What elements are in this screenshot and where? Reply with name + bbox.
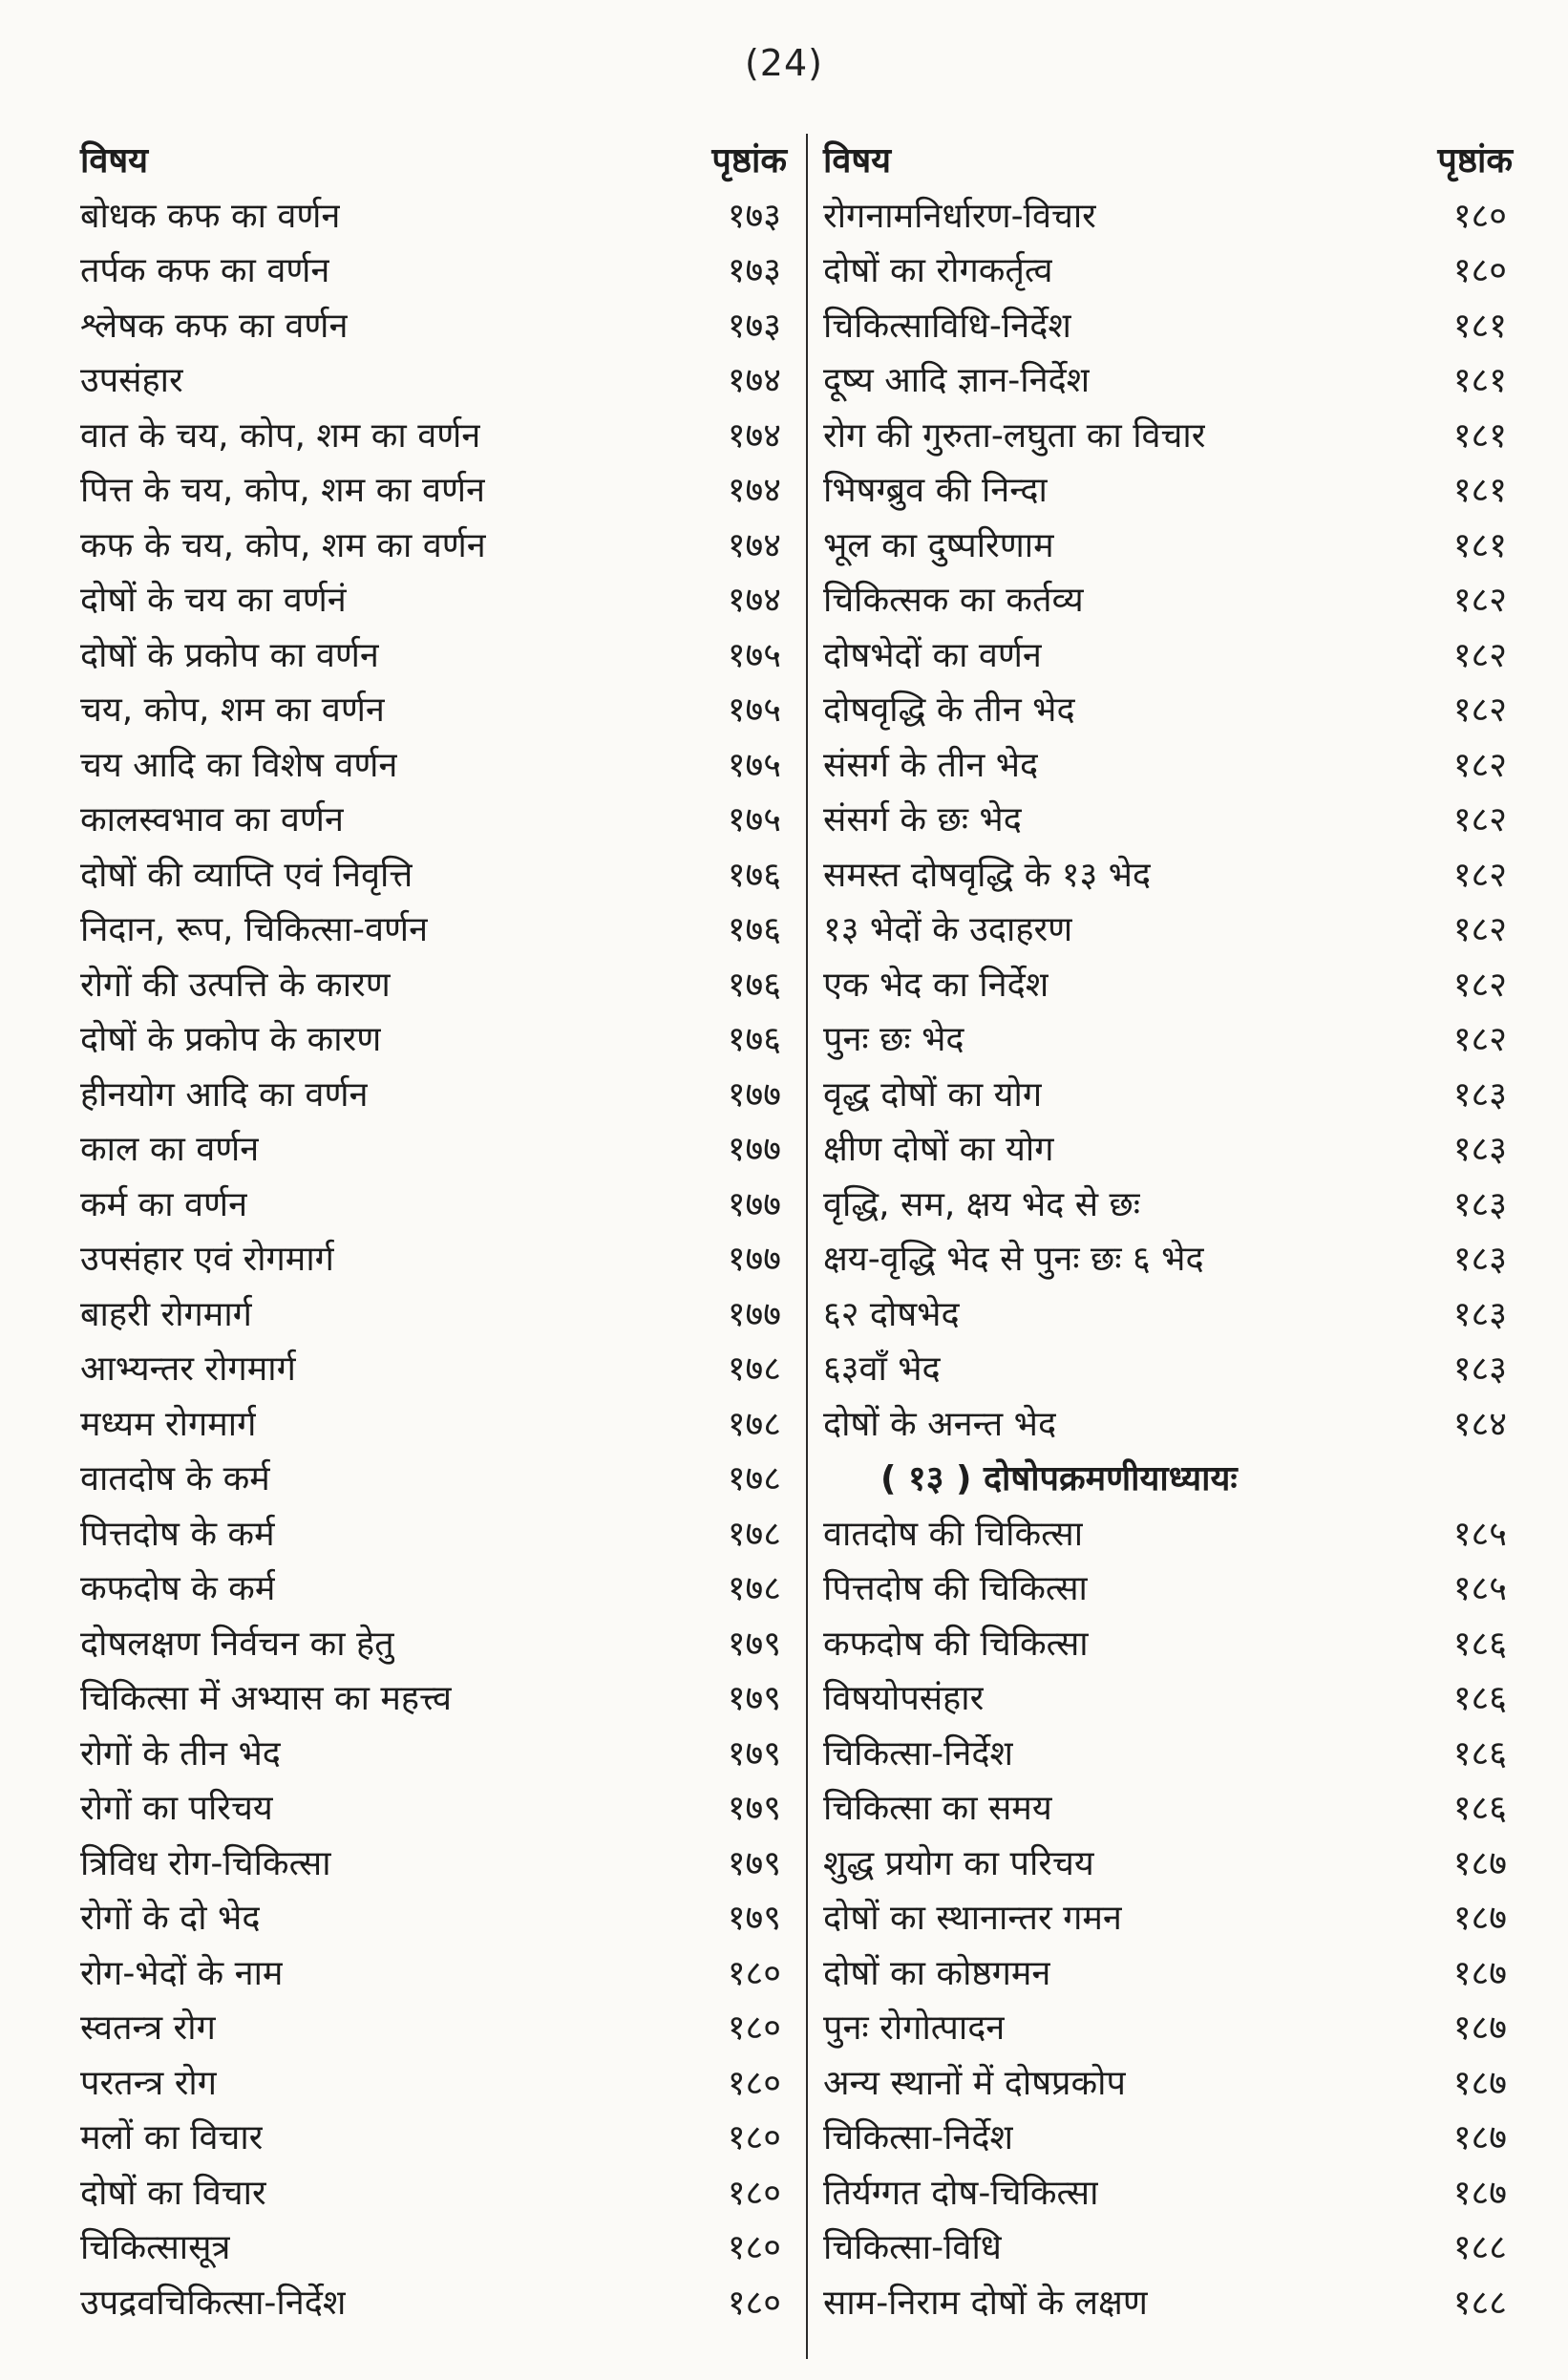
left-column: [80, 134, 787, 2330]
entry-page: १७६: [727, 1020, 781, 1059]
index-entry: [80, 189, 787, 244]
entry-page: १७७: [727, 1184, 781, 1224]
entry-topic: कफ के चय, कोप, शम का वर्णन: [80, 525, 486, 565]
index-entry: [823, 903, 1513, 958]
entry-topic: चय, कोप, शम का वर्णन: [80, 691, 385, 730]
entry-topic: बोधक कफ का वर्णन: [80, 196, 341, 236]
entry-page: १८३: [1452, 1184, 1507, 1224]
index-entry: [80, 1946, 787, 2002]
chapter-title: ( १३ ) दोषोपक्रमणीयाध्यायः: [880, 1459, 1238, 1498]
index-entry: [80, 1178, 787, 1233]
index-entry: [80, 1562, 787, 1617]
entry-topic: पित्तदोष की चिकित्सा: [823, 1569, 1088, 1608]
index-entry: [823, 2276, 1513, 2331]
entry-topic: बाहरी रोगमार्ग: [80, 1294, 252, 1334]
entry-topic: दोषों के प्रकोप के कारण: [80, 1020, 382, 1059]
page-number: (24): [744, 42, 823, 84]
entry-topic: रोग-भेदों के नाम: [80, 1953, 284, 1993]
index-entry: [823, 1122, 1513, 1178]
entry-topic: चिकित्सा में अभ्यास का महत्त्व: [80, 1679, 452, 1718]
index-entry: [80, 1727, 787, 1782]
entry-page: १८६: [1452, 1733, 1507, 1774]
entry-topic: उपद्रवचिकित्सा-निर्देश: [80, 2283, 347, 2323]
topic-header: विषय: [80, 141, 149, 181]
index-entry: [823, 1068, 1513, 1123]
entry-page: १७७: [727, 1074, 781, 1115]
entry-topic: क्षीण दोषों का योग: [823, 1130, 1054, 1169]
chapter-heading: [823, 1452, 1513, 1507]
entry-topic: ६२ दोषभेद: [823, 1294, 960, 1334]
entry-topic: पुनः छः भेद: [823, 1020, 964, 1059]
index-entry: [823, 958, 1513, 1013]
entry-page: १८३: [1452, 1074, 1507, 1115]
entry-topic: कफदोष की चिकित्सा: [823, 1624, 1089, 1664]
index-entry: [80, 299, 787, 354]
index-entry: [823, 848, 1513, 903]
entry-topic: कफदोष के कर्म: [80, 1569, 276, 1608]
entry-topic: निदान, रूप, चिकित्सा-वर्णन: [80, 910, 429, 949]
right-column-header: [823, 134, 1513, 189]
entry-topic: चिकित्सा-निर्देश: [823, 2118, 1014, 2157]
index-entry: [823, 244, 1513, 299]
entry-topic: उपसंहार एवं रोगमार्ग: [80, 1240, 334, 1279]
index-entry: [823, 519, 1513, 574]
entry-page: १७८: [727, 1349, 781, 1389]
entry-topic: त्रिविध रोग-चिकित्सा: [80, 1843, 331, 1883]
index-entry: [80, 1287, 787, 1343]
entry-topic: दोषों का विचार: [80, 2173, 266, 2213]
index-entry: [80, 409, 787, 464]
entry-page: १८०: [727, 2283, 781, 2323]
entry-page: १८०: [727, 2173, 781, 2213]
index-entry: [823, 1671, 1513, 1727]
entry-page: १८१: [1452, 306, 1507, 346]
entry-topic: चिकित्सा-विधि: [823, 2228, 1002, 2267]
entry-page: १८५: [1452, 1514, 1507, 1554]
entry-topic: वातदोष के कर्म: [80, 1459, 270, 1498]
entry-page: १७५: [727, 800, 781, 839]
index-entry: [823, 573, 1513, 628]
entry-page: १७६: [727, 855, 781, 895]
entry-topic: अन्य स्थानों में दोषप्रकोप: [823, 2063, 1126, 2103]
entry-page: १७८: [727, 1459, 781, 1498]
entry-topic: दूष्य आदि ज्ञान-निर्देश: [823, 361, 1091, 400]
entry-topic: आभ्यन्तर रोगमार्ग: [80, 1349, 296, 1389]
left-column-header: [80, 134, 787, 189]
index-entry: [80, 1781, 787, 1837]
index-entry: [80, 958, 787, 1013]
entry-topic: चिकित्सक का कर्तव्य: [823, 581, 1084, 620]
entry-page: १८०: [727, 2228, 781, 2267]
entry-topic: चिकित्साविधि-निर्देश: [823, 306, 1071, 346]
entry-page: १७५: [727, 635, 781, 675]
entry-topic: एक भेद का निर्देश: [823, 965, 1049, 1005]
entry-topic: तर्पक कफ का वर्णन: [80, 251, 330, 290]
index-entry: [80, 463, 787, 519]
entry-topic: वृद्धि, सम, क्षय भेद से छः: [823, 1184, 1141, 1224]
index-entry: [823, 299, 1513, 354]
index-entry: [80, 1342, 787, 1397]
entry-page: १७६: [727, 965, 781, 1005]
index-entry: [80, 1452, 787, 1507]
index-entry: [80, 353, 787, 409]
entry-topic: दोषों के अनन्त भेद: [823, 1404, 1057, 1444]
entry-topic: रोगों के दो भेद: [80, 1899, 261, 1938]
entry-topic: वातदोष की चिकित्सा: [823, 1514, 1084, 1554]
index-entry: [823, 793, 1513, 848]
entry-page: १८२: [1452, 691, 1507, 730]
entry-page: १७७: [727, 1130, 781, 1169]
entry-topic: काल का वर्णन: [80, 1130, 260, 1169]
entry-page: १८७: [1452, 2118, 1507, 2157]
index-entry: [80, 2111, 787, 2166]
index-entry: [823, 1397, 1513, 1453]
index-entry: [823, 409, 1513, 464]
entry-topic: परतन्त्र रोग: [80, 2063, 218, 2103]
index-entry: [80, 2166, 787, 2221]
entry-topic: चिकित्सासूत्र: [80, 2228, 231, 2267]
index-entry: [80, 848, 787, 903]
entry-topic: रोगों के तीन भेद: [80, 1733, 281, 1774]
right-entries: [823, 189, 1513, 2331]
entry-topic: स्वतन्त्र रोग: [80, 2008, 216, 2048]
entry-topic: दोषलक्षण निर्वचन का हेतु: [80, 1624, 394, 1664]
entry-page: १७३: [727, 251, 781, 290]
entry-topic: चिकित्सा-निर्देश: [823, 1733, 1014, 1774]
index-entry: [80, 244, 787, 299]
entry-page: १८२: [1452, 745, 1507, 785]
index-entry: [823, 628, 1513, 684]
entry-topic: संसर्ग के तीन भेद: [823, 745, 1039, 785]
entry-topic: दोषभेदों का वर्णन: [823, 635, 1042, 675]
entry-page: १७४: [727, 581, 781, 620]
entry-page: १७३: [727, 306, 781, 346]
entry-topic: चिकित्सा का समय: [823, 1789, 1052, 1828]
entry-page: १७४: [727, 471, 781, 510]
entry-page: १८७: [1452, 2173, 1507, 2213]
entry-page: १८७: [1452, 1843, 1507, 1883]
entry-page: १८०: [727, 2008, 781, 2048]
entry-page: १८६: [1452, 1789, 1507, 1828]
index-entry: [823, 1727, 1513, 1782]
index-entry: [80, 2276, 787, 2331]
entry-topic: भूल का दुष्परिणाम: [823, 525, 1054, 565]
index-entry: [80, 2056, 787, 2112]
index-entry: [80, 1507, 787, 1562]
entry-page: १७८: [727, 1514, 781, 1554]
entry-topic: संसर्ग के छः भेद: [823, 800, 1022, 839]
entry-page: १८८: [1452, 2283, 1507, 2323]
entry-page: १८०: [1452, 251, 1507, 290]
index-entry: [80, 683, 787, 738]
entry-topic: उपसंहार: [80, 361, 183, 400]
entry-page: १८३: [1452, 1130, 1507, 1169]
entry-topic: भिषग्ब्रुव की निन्दा: [823, 471, 1048, 510]
index-entry: [823, 2166, 1513, 2221]
entry-page: १८७: [1452, 2008, 1507, 2048]
index-entry: [80, 573, 787, 628]
entry-topic: हीनयोग आदि का वर्णन: [80, 1074, 369, 1115]
entry-page: १७६: [727, 910, 781, 949]
index-entry: [823, 2001, 1513, 2056]
entry-page: १८२: [1452, 1020, 1507, 1059]
index-entry: [823, 1342, 1513, 1397]
entry-page: १८३: [1452, 1240, 1507, 1279]
entry-page: १८३: [1452, 1349, 1507, 1389]
entry-page: १७९: [727, 1843, 781, 1883]
index-entry: [823, 1287, 1513, 1343]
entry-page: १७९: [727, 1789, 781, 1828]
entry-topic: रोगनामनिर्धारण-विचार: [823, 196, 1096, 236]
index-entry: [80, 1891, 787, 1946]
entry-topic: रोगों का परिचय: [80, 1789, 273, 1828]
entry-page: १८२: [1452, 581, 1507, 620]
index-entry: [80, 519, 787, 574]
index-entry: [80, 2221, 787, 2276]
column-divider: [806, 134, 808, 2359]
index-entry: [80, 1122, 787, 1178]
entry-topic: दोषों का स्थानान्तर गमन: [823, 1899, 1122, 1938]
index-entry: [80, 1837, 787, 1892]
index-entry: [80, 1232, 787, 1287]
index-entry: [823, 1891, 1513, 1946]
index-entry: [823, 353, 1513, 409]
entry-page: १८७: [1452, 2063, 1507, 2103]
index-entry: [80, 2001, 787, 2056]
entry-page: १८२: [1452, 965, 1507, 1005]
index-entry: [80, 628, 787, 684]
entry-page: १८६: [1452, 1624, 1507, 1664]
entry-page: १७८: [727, 1569, 781, 1608]
index-entry: [80, 793, 787, 848]
entry-page: १७९: [727, 1899, 781, 1938]
entry-topic: शुद्ध प्रयोग का परिचय: [823, 1843, 1094, 1883]
entry-topic: वात के चय, कोप, शम का वर्णन: [80, 415, 481, 456]
entry-page: १७४: [727, 525, 781, 565]
index-entry: [823, 1178, 1513, 1233]
right-column: [823, 134, 1513, 2330]
entry-topic: साम-निराम दोषों के लक्षण: [823, 2283, 1148, 2323]
entry-page: १८५: [1452, 1569, 1507, 1608]
index-entry: [823, 1012, 1513, 1068]
entry-page: १७४: [727, 361, 781, 400]
index-entry: [823, 683, 1513, 738]
index-entry: [823, 738, 1513, 794]
entry-topic: ६३वाँ भेद: [823, 1349, 941, 1389]
entry-page: १८६: [1452, 1679, 1507, 1718]
entry-topic: विषयोपसंहार: [823, 1679, 985, 1718]
entry-topic: पित्त के चय, कोप, शम का वर्णन: [80, 471, 486, 510]
index-entry: [823, 1507, 1513, 1562]
entry-page: १८१: [1452, 471, 1507, 510]
index-entry: [80, 738, 787, 794]
entry-topic: दोषों का रोगकर्तृत्व: [823, 251, 1053, 290]
entry-topic: दोषों की व्याप्ति एवं निवृत्ति: [80, 855, 413, 895]
topic-header: विषय: [823, 141, 892, 181]
index-entry: [80, 1068, 787, 1123]
index-entry: [823, 1837, 1513, 1892]
entry-page: १७७: [727, 1240, 781, 1279]
entry-page: १८४: [1452, 1404, 1507, 1444]
entry-topic: मलों का विचार: [80, 2118, 264, 2157]
page-header: पृष्ठांक: [1437, 141, 1513, 181]
entry-page: १८७: [1452, 1899, 1507, 1938]
entry-topic: समस्त दोषवृद्धि के १३ भेद: [823, 855, 1152, 895]
entry-page: १८२: [1452, 855, 1507, 895]
entry-topic: चय आदि का विशेष वर्णन: [80, 745, 398, 785]
entry-page: १८०: [727, 2118, 781, 2157]
entry-topic: कालस्वभाव का वर्णन: [80, 800, 344, 839]
entry-topic: मध्यम रोगमार्ग: [80, 1404, 257, 1444]
index-entry: [823, 2111, 1513, 2166]
entry-topic: कर्म का वर्णन: [80, 1184, 248, 1224]
index-entry: [80, 1012, 787, 1068]
index-entry: [80, 1617, 787, 1672]
entry-topic: पित्तदोष के कर्म: [80, 1514, 275, 1554]
entry-page: १८३: [1452, 1294, 1507, 1334]
index-entry: [80, 1397, 787, 1453]
index-entry: [823, 1232, 1513, 1287]
entry-page: १७९: [727, 1733, 781, 1774]
entry-page: १८२: [1452, 800, 1507, 839]
entry-page: १८०: [727, 1953, 781, 1993]
index-entry: [823, 2056, 1513, 2112]
entry-page: १८२: [1452, 910, 1507, 949]
entry-page: १८२: [1452, 635, 1507, 675]
entry-page: १८०: [727, 2063, 781, 2103]
entry-topic: वृद्ध दोषों का योग: [823, 1074, 1043, 1115]
entry-topic: १३ भेदों के उदाहरण: [823, 910, 1073, 949]
index-entry: [823, 1617, 1513, 1672]
index-entry: [823, 1946, 1513, 2002]
entry-topic: रोगों की उत्पत्ति के कारण: [80, 965, 391, 1005]
entry-topic: दोषों के चय का वर्णनं: [80, 581, 347, 620]
entry-page: १७९: [727, 1624, 781, 1664]
index-entry: [823, 189, 1513, 244]
entry-topic: दोषों का कोष्ठगमन: [823, 1953, 1051, 1993]
entry-page: १७४: [727, 415, 781, 456]
entry-topic: पुनः रोगोत्पादन: [823, 2008, 1006, 2048]
entry-page: १७९: [727, 1679, 781, 1718]
index-entry: [80, 1671, 787, 1727]
entry-page: १७३: [727, 196, 781, 236]
entry-topic: क्षय-वृद्धि भेद से पुनः छः ६ भेद: [823, 1240, 1204, 1279]
entry-topic: दोषों के प्रकोप का वर्णन: [80, 635, 379, 675]
entry-page: १७५: [727, 691, 781, 730]
entry-page: १८०: [1452, 196, 1507, 236]
entry-topic: रोग की गुरुता-लघुता का विचार: [823, 415, 1206, 456]
entry-topic: श्लेषक कफ का वर्णन: [80, 306, 349, 346]
index-entry: [823, 1562, 1513, 1617]
entry-page: १८१: [1452, 361, 1507, 400]
entry-page: १७५: [727, 745, 781, 785]
entry-topic: दोषवृद्धि के तीन भेद: [823, 691, 1075, 730]
index-entry: [80, 903, 787, 958]
left-entries: [80, 189, 787, 2331]
entry-page: १८७: [1452, 1953, 1507, 1993]
index-entry: [823, 1781, 1513, 1837]
entry-page: १८१: [1452, 525, 1507, 565]
entry-page: १८८: [1452, 2228, 1507, 2267]
entry-page: १७८: [727, 1404, 781, 1444]
index-entry: [823, 463, 1513, 519]
entry-page: १७७: [727, 1294, 781, 1334]
entry-topic: तिर्यग्गत दोष-चिकित्सा: [823, 2173, 1099, 2213]
entry-page: १८१: [1452, 415, 1507, 456]
page-header: पृष्ठांक: [711, 141, 787, 181]
index-entry: [823, 2221, 1513, 2276]
